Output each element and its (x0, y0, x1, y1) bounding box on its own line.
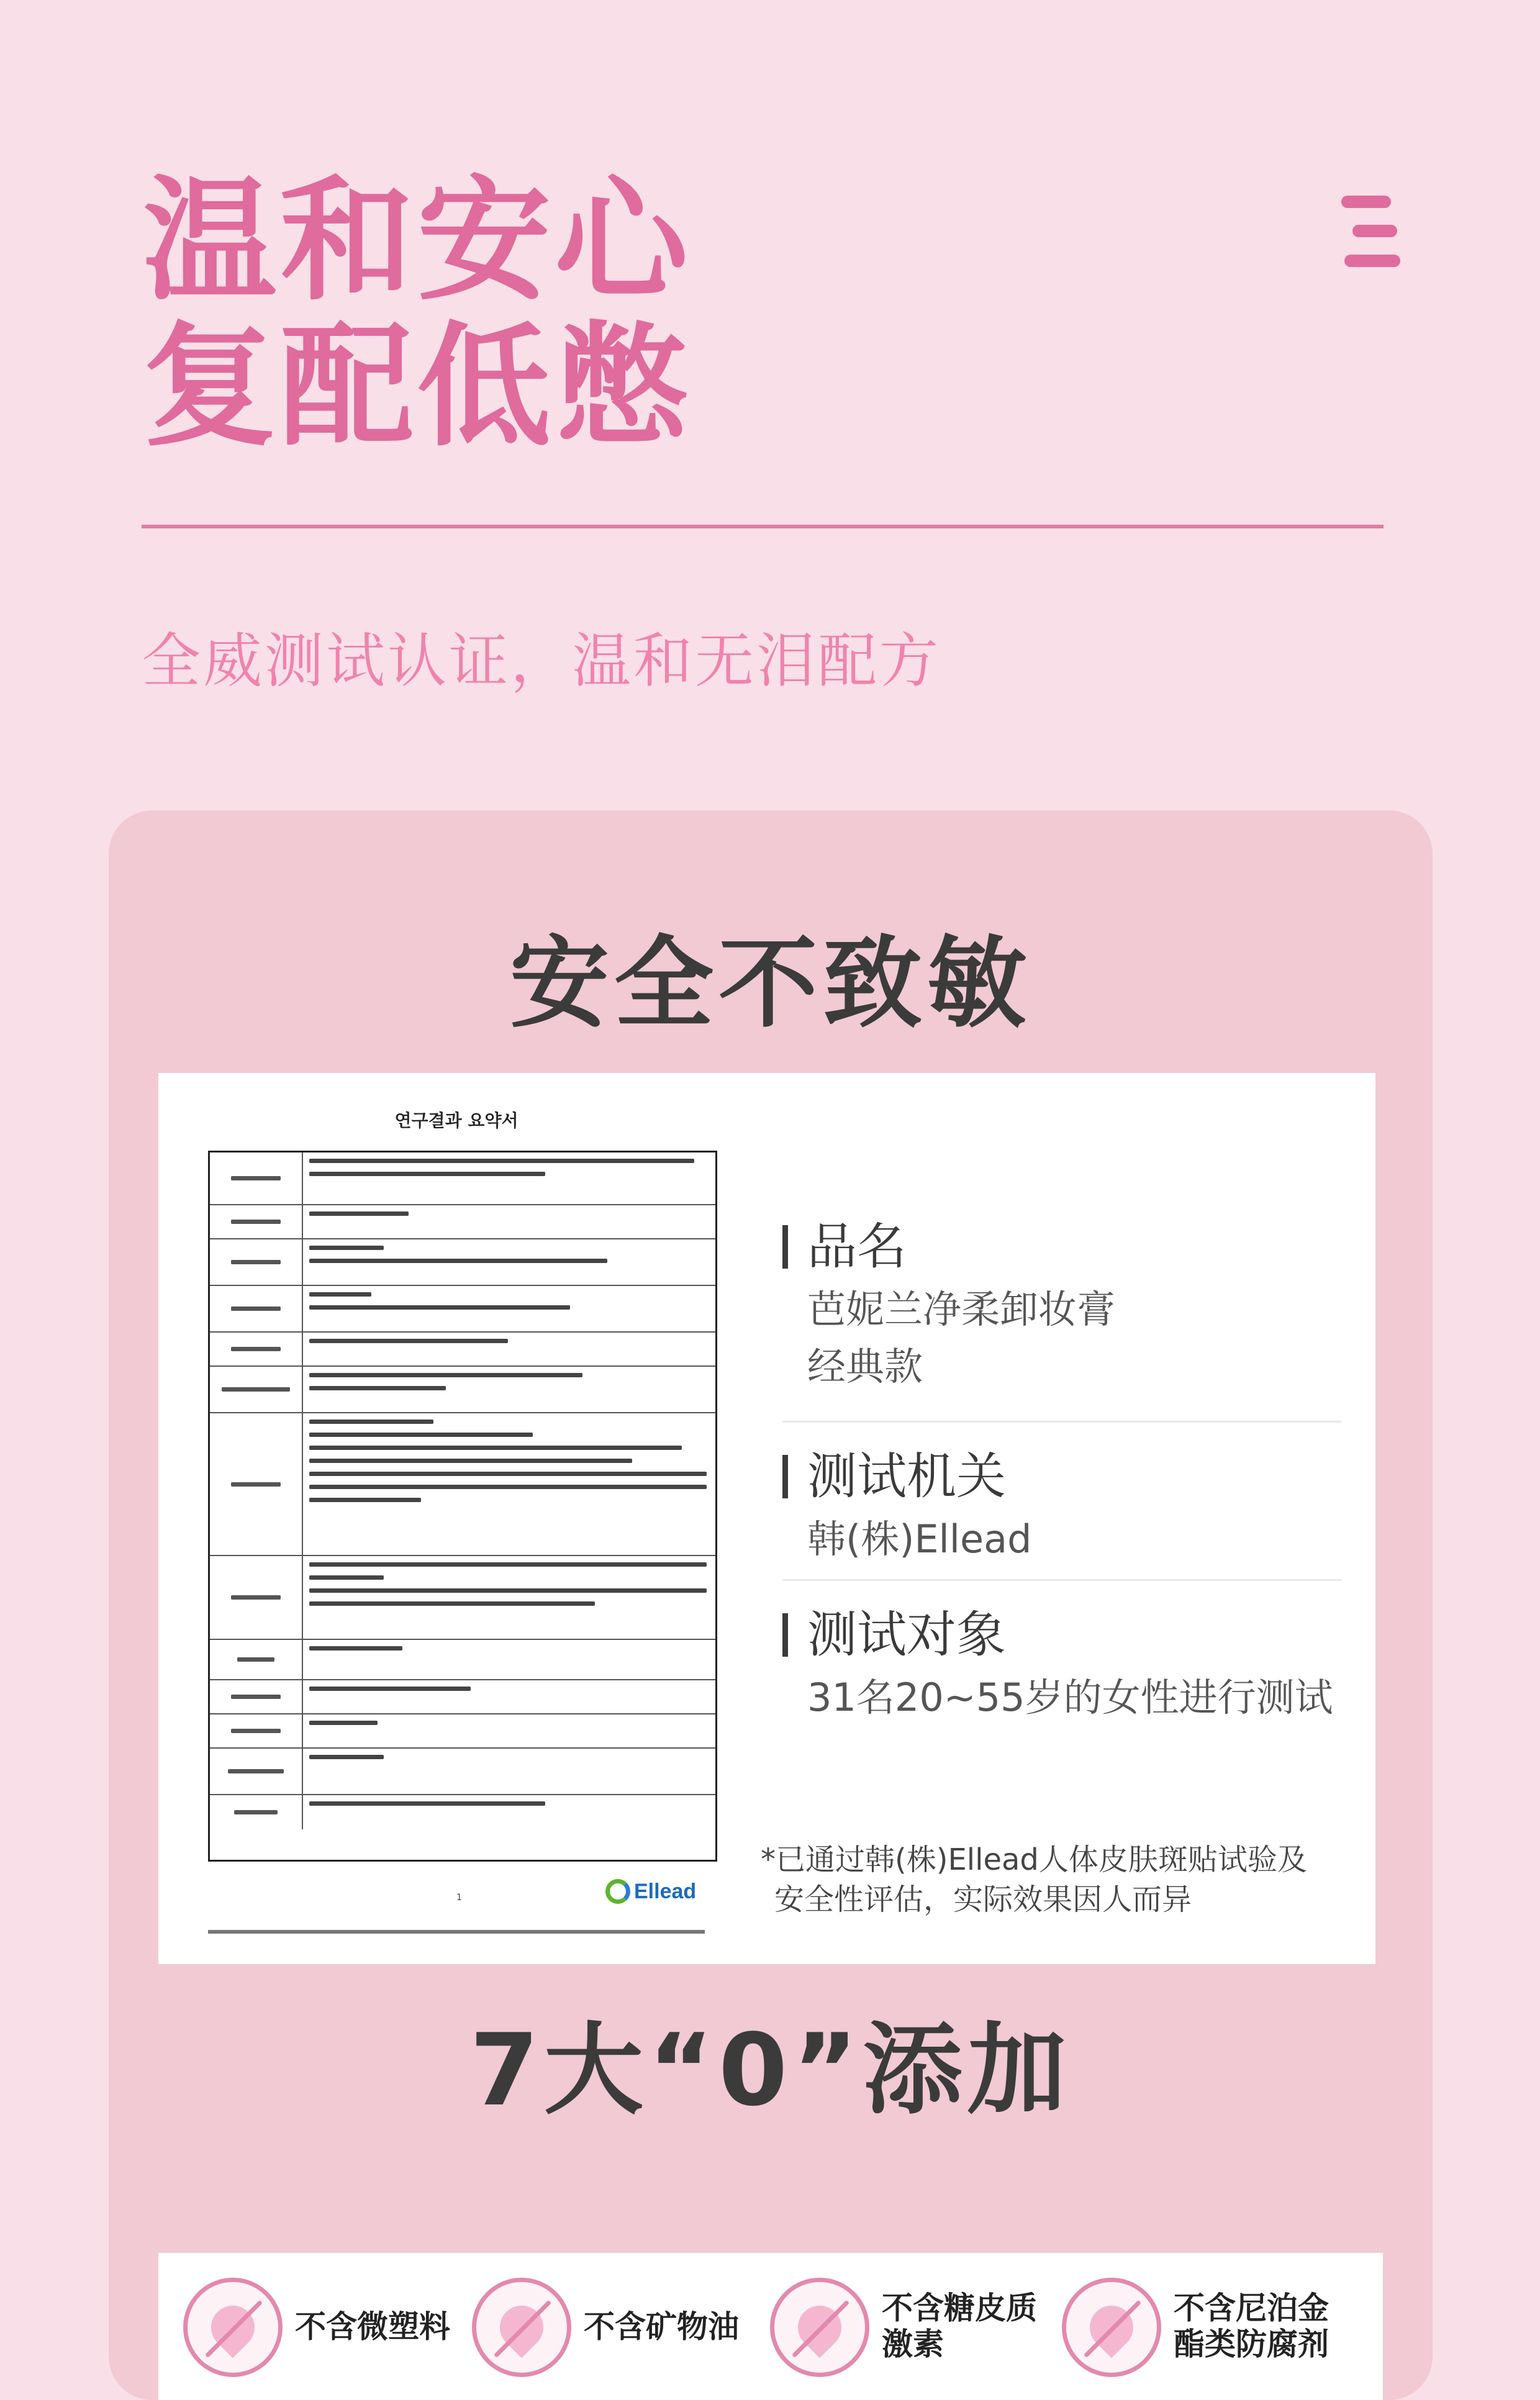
badge-label (882, 2290, 1056, 2362)
info-testing-agency (782, 1446, 1032, 1568)
paraben-free-icon (1062, 2278, 1161, 2377)
ellead-logo (605, 1879, 696, 1904)
badge-label (1174, 2290, 1348, 2362)
report-summary-table (208, 1151, 717, 1862)
test-report-card (158, 1073, 1375, 1964)
info-product (782, 1216, 1115, 1395)
disclaimer-note (761, 1840, 1369, 1919)
divider (142, 525, 1384, 528)
badge-label-line-1: 不含微塑料 (295, 2309, 450, 2345)
test-report-document-image (183, 1092, 730, 1949)
hero-title (143, 163, 692, 464)
badge-label-line-1: 不含糖皮质 (882, 2290, 1037, 2326)
microplastic-free-icon (183, 2278, 283, 2377)
info-value: 31名20~55岁的女性进行测试 (807, 1675, 1333, 1720)
badge-label-line-2: 激素 (882, 2326, 944, 2362)
badge-label-line-1: 不含矿物油 (584, 2309, 739, 2345)
mineral-oil-free-icon (472, 2278, 571, 2377)
badge-label (295, 2309, 469, 2345)
disclaimer-line-2: 安全性评估，实际效果因人而异 (774, 1882, 1192, 1917)
info-value-line-2: 经典款 (807, 1344, 923, 1389)
report-footer-line (208, 1930, 705, 1934)
disclaimer-line-1: *已通过韩(株)Ellead人体皮肤斑贴试验及 (761, 1842, 1307, 1877)
steroid-free-icon (770, 2278, 869, 2377)
safety-section-title: 安全不致敏 (509, 925, 1031, 1041)
info-label: 测试机关 (782, 1446, 1032, 1508)
report-page-number: 1 (456, 1893, 462, 1903)
menu-icon[interactable] (1341, 196, 1400, 267)
info-label: 品名 (782, 1216, 1115, 1278)
ellead-logo-mark-icon (605, 1879, 630, 1904)
hero-title-line-1: 温和安心 (143, 163, 692, 319)
badge-label-line-1: 不含尼泊金 (1174, 2290, 1329, 2326)
additives-section-title: 7大“0”添加 (469, 2012, 1072, 2128)
info-value-line-1: 芭妮兰净柔卸妆膏 (807, 1287, 1116, 1332)
info-separator (782, 1421, 1341, 1423)
badge-label-line-2: 酯类防腐剂 (1174, 2326, 1329, 2362)
hero-title-line-2: 复配低憋 (143, 309, 692, 464)
info-separator (782, 1579, 1341, 1581)
hero-subtitle: 全威测试认证，温和无泪配方 (142, 627, 941, 695)
content-panel (109, 810, 1433, 2400)
info-value (782, 1281, 1115, 1395)
info-value: 韩(株)Ellead (807, 1516, 1032, 1562)
additive-free-badges (158, 2253, 1383, 2400)
ellead-logo-text: Ellead (634, 1879, 697, 1903)
badge-label (584, 2309, 758, 2345)
report-document-title: 연구결과 요약서 (394, 1110, 519, 1131)
info-test-subjects (782, 1604, 1333, 1726)
info-label: 测试对象 (782, 1604, 1333, 1666)
